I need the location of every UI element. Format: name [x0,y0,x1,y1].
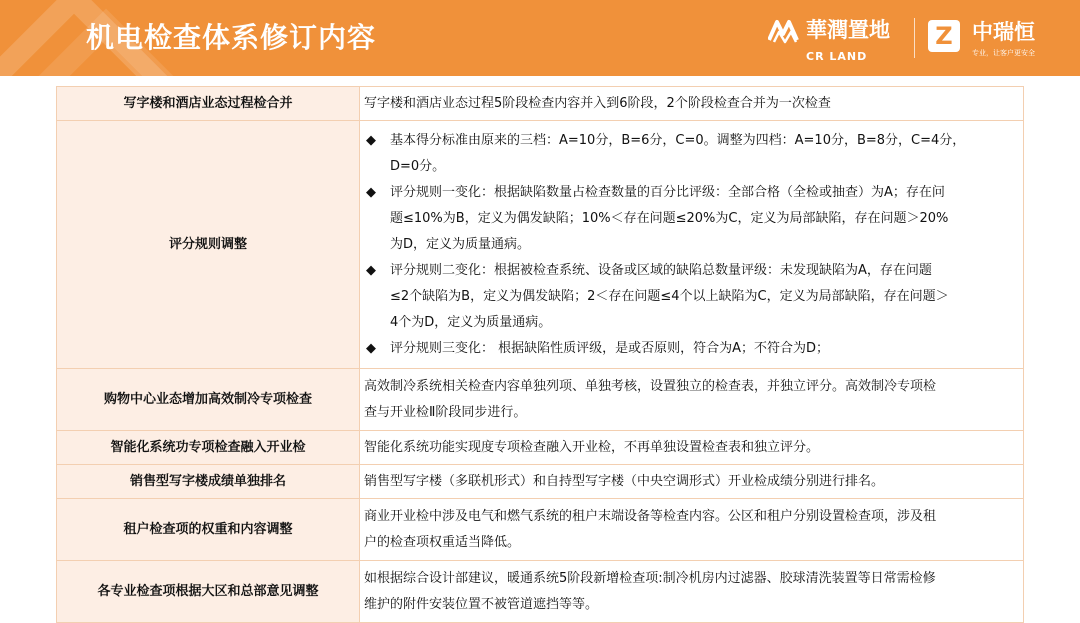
content-line: 评分规则一变化：根据缺陷数量占检查数量的百分比评级：全部合格（全检或抽查）为A；存在问 [390,184,945,200]
diamond-bullet-icon: ◆ [366,340,376,356]
row-label: 智能化系统功专项检查融入开业检 [57,431,360,465]
revision-table [56,86,1024,623]
diamond-bullet-icon: ◆ [366,262,376,278]
table-row [57,369,1024,431]
table-row [57,561,1024,623]
row-content [360,561,1024,623]
content-line: 维护的附件安装位置不被管道遮挡等等。 [364,596,599,612]
zhongruiheng-tagline: 专业，让客户更安全 [972,49,1035,57]
row-label: 租户检查项的权重和内容调整 [57,499,360,561]
page-title: 机电检查体系修订内容 [86,21,377,54]
zhongruiheng-logo-cn: 中瑞恒 [972,20,1035,44]
content-line: 写字楼和酒店业态过程5阶段检查内容并入到6阶段，2个阶段检查合并为一次检查 [364,95,831,111]
bullet-item [364,180,1019,258]
content-line: 高效制冷系统相关检查内容单独列项、单独考核，设置独立的检查表，并独立评分。高效制冷专项检 [364,378,937,394]
content-line: 销售型写字楼（多联机形式）和自持型写字楼（中央空调形式）开业检成绩分别进行排名。 [364,473,885,489]
cr-land-logo [768,10,908,70]
content-line: ≤2个缺陷为B，定义为偶发缺陷；2＜存在问题≤4个以上缺陷为C，定义为局部缺陷，存在问题＞ [390,288,949,304]
cr-land-logo-en: CR LAND [806,50,868,63]
content-line: 智能化系统功能实现度专项检查融入开业检，不再单独设置检查表和独立评分。 [364,439,820,455]
content-line: 如根据综合设计部建议，暖通系统5阶段新增检查项:制冷机房内过滤器、胶球清洗装置等日常需检修 [364,570,936,586]
row-label: 销售型写字楼成绩单独排名 [57,465,360,499]
content-line: 题≤10%为B，定义为偶发缺陷；10%＜存在问题≤20%为C，定义为局部缺陷，存在问题＞20% [390,210,949,226]
row-content [360,465,1024,499]
table-row [57,465,1024,499]
row-label: 购物中心业态增加高效制冷专项检查 [57,369,360,431]
cr-land-logo-icon [768,14,802,44]
header-bar [0,0,1080,76]
content-line: 评分规则三变化： 根据缺陷性质评级，是或否原则，符合为A；不符合为D； [390,340,830,356]
row-content [360,369,1024,431]
content-line: D=0分。 [390,158,446,174]
content-line: 商业开业检中涉及电气和燃气系统的租户末端设备等检查内容。公区和租户分别设置检查项，涉及租 [364,508,937,524]
row-content [360,499,1024,561]
table-row [57,499,1024,561]
table-row [57,431,1024,465]
diamond-bullet-icon: ◆ [366,184,376,200]
row-label: 评分规则调整 [57,121,360,369]
bullet-item [364,128,1019,180]
logo-divider [914,18,915,58]
table-row [57,87,1024,121]
bullet-item [364,336,1019,362]
row-content [360,87,1024,121]
content-line: 4个为D，定义为质量通病。 [390,314,552,330]
cr-land-logo-cn: 華潤置地 [806,17,890,42]
bullet-item [364,258,1019,336]
row-content [360,431,1024,465]
content-line: 基本得分标准由原来的三档：A=10分，B=6分，C=0。调整为四档：A=10分，B=8分，C=4分， [390,132,966,148]
row-content [360,121,1024,369]
zhongruiheng-logo [928,12,1078,70]
row-label: 各专业检查项根据大区和总部意见调整 [57,561,360,623]
table-row [57,121,1024,369]
content-line: 评分规则二变化：根据被检查系统、设备或区域的缺陷总数量评级：未发现缺陷为A，存在问题 [390,262,932,278]
diamond-bullet-icon: ◆ [366,132,376,148]
content-line: 户的检查项权重适当降低。 [364,534,521,550]
zhongruiheng-logo-icon: Z [928,20,960,52]
row-label: 写字楼和酒店业态过程检合并 [57,87,360,121]
content-line: 查与开业检Ⅱ阶段同步进行。 [364,404,527,420]
content-line: 为D，定义为质量通病。 [390,236,531,252]
